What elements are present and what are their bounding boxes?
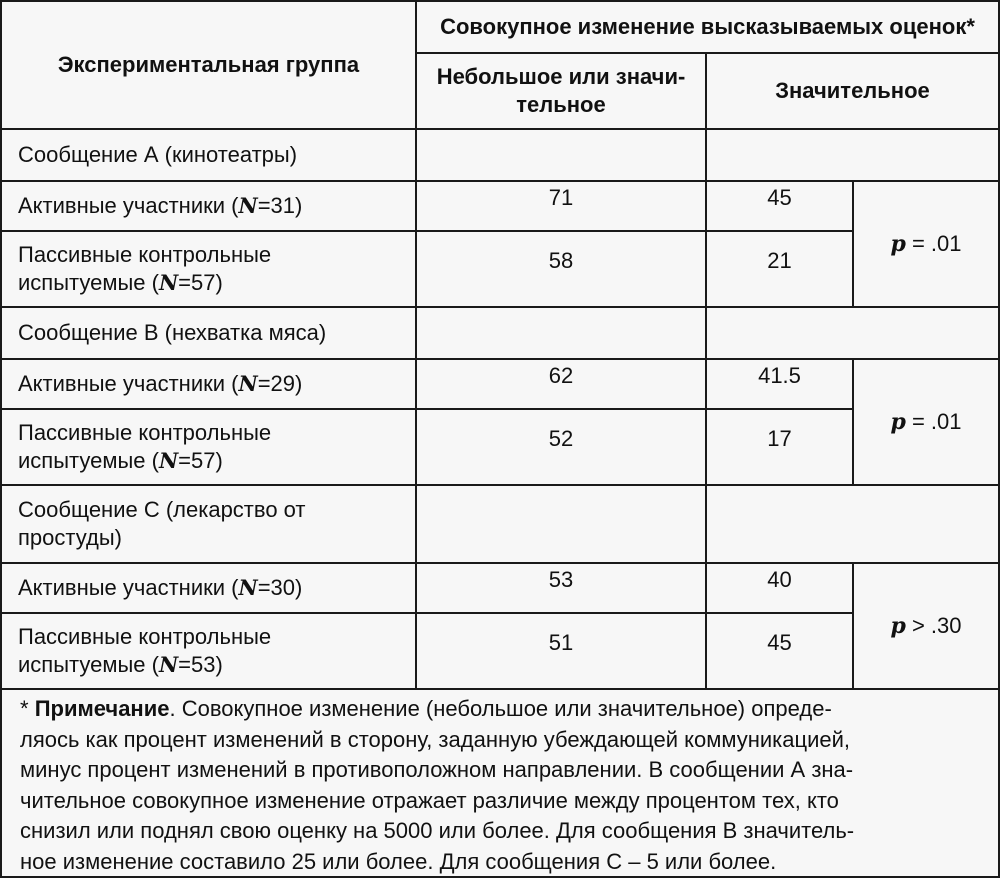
section-c-title-line2: простуды) [18, 525, 122, 550]
footnote [20, 694, 980, 877]
row-label-text: испытуемые ( [18, 270, 159, 295]
value-text: 40 [767, 567, 792, 592]
empty-cell [706, 129, 998, 181]
value-text: 45 [767, 630, 792, 655]
table-row-label [2, 563, 416, 613]
footnote-line: ное изменение составило 25 или более. Для сообщения С – 5 или более. [20, 848, 777, 874]
p-value-cell [853, 181, 998, 307]
header-small-or-large [416, 53, 706, 129]
section-title [2, 129, 416, 181]
value-large [706, 231, 853, 307]
header-large [706, 53, 998, 129]
empty-cell [706, 485, 998, 563]
value-text: 58 [548, 248, 574, 273]
value-text: 52 [548, 426, 574, 451]
p-value-cell [853, 563, 998, 689]
table-row-label [2, 181, 416, 231]
row-label-text: Пассивные контрольные [18, 624, 272, 649]
value-text: 53 [548, 567, 574, 592]
footnote-line: минус процент изменений в противоположном направлении. В сообщении А зна- [20, 757, 854, 782]
row-label-text: Активные участники ( [18, 575, 239, 600]
table-row-label [2, 613, 416, 689]
header-total-change [416, 2, 998, 53]
row-label-text: Пассивные контрольные [18, 242, 272, 267]
row-label-text: Пассивные контрольные [18, 420, 272, 445]
p-value-text: > .30 [905, 613, 962, 638]
header-group-label: Экспериментальная группа [57, 52, 360, 77]
p-value-text: = .01 [905, 231, 962, 256]
footnote-line: чительное совокупное изменение отражает различие между процентом тех, кто [20, 787, 839, 813]
header-small-or-large-line1: Небольшое или значи- [436, 64, 686, 90]
value-large [706, 563, 853, 613]
p-value-cell [853, 359, 998, 485]
value-text: 21 [767, 248, 792, 273]
value-large [706, 181, 853, 231]
section-b-title: Сообщение В (нехватка мяса) [18, 320, 327, 345]
value-small-or-large [416, 231, 706, 307]
value-text: 51 [548, 630, 574, 655]
empty-cell [416, 129, 706, 181]
value-large [706, 613, 853, 689]
value-text: 17 [767, 426, 792, 451]
p-symbol: p [890, 231, 906, 257]
row-label-text: испытуемые ( [18, 652, 159, 677]
n-symbol: N [158, 652, 179, 677]
section-c-title-line1: Сообщение С (лекарство от [18, 497, 306, 522]
value-small-or-large [416, 359, 706, 409]
p-symbol: p [890, 613, 906, 639]
value-large [706, 409, 853, 485]
footnote-line: . Совокупное изменение (небольшое или значительное) опреде- [169, 696, 832, 721]
row-label-text: Активные участники ( [18, 371, 239, 396]
row-label-text: =29) [257, 371, 303, 396]
value-text: 41.5 [758, 363, 801, 388]
section-title [2, 485, 416, 563]
row-label-text: =31) [257, 193, 303, 218]
footnote-star: * [20, 696, 35, 721]
p-symbol: p [890, 409, 906, 435]
n-symbol: N [158, 270, 179, 295]
section-title [2, 307, 416, 359]
value-large [706, 359, 853, 409]
section-a-title: Сообщение А (кинотеатры) [18, 142, 298, 167]
empty-cell [416, 307, 706, 359]
table-row-label [2, 359, 416, 409]
row-label-text: =53) [178, 652, 223, 677]
results-table [2, 2, 998, 690]
header-group [2, 2, 416, 129]
row-label-text: =57) [178, 270, 223, 295]
empty-cell [416, 485, 706, 563]
header-small-or-large-line2: тельное [516, 92, 606, 118]
n-symbol: N [238, 193, 258, 218]
n-symbol: N [238, 371, 258, 396]
footnote-line: ляось как процент изменений в сторону, заданную убеждающей коммуникацией, [20, 726, 851, 752]
row-label-text: испытуемые ( [18, 448, 159, 473]
row-label-text: =57) [178, 448, 223, 473]
p-value-text: = .01 [905, 409, 962, 434]
n-symbol: N [238, 575, 258, 600]
value-text: 71 [548, 185, 574, 210]
value-small-or-large [416, 409, 706, 485]
empty-cell [706, 307, 998, 359]
table-row-label [2, 409, 416, 485]
n-symbol: N [158, 448, 179, 473]
value-small-or-large [416, 181, 706, 231]
value-small-or-large [416, 563, 706, 613]
table-row-label [2, 231, 416, 307]
row-label-text: Активные участники ( [18, 193, 239, 218]
header-large-label: Значительное [775, 78, 930, 104]
footnote-title: Примечание [34, 696, 170, 721]
value-small-or-large [416, 613, 706, 689]
value-text: 62 [548, 363, 574, 388]
row-label-text: =30) [257, 575, 303, 600]
footnote-line: снизил или поднял свою оценку на 5000 или более. Для сообщения В значитель- [20, 818, 855, 843]
value-text: 45 [767, 185, 792, 210]
header-total-change-label: Совокупное изменение высказываемых оценок* [440, 14, 975, 40]
